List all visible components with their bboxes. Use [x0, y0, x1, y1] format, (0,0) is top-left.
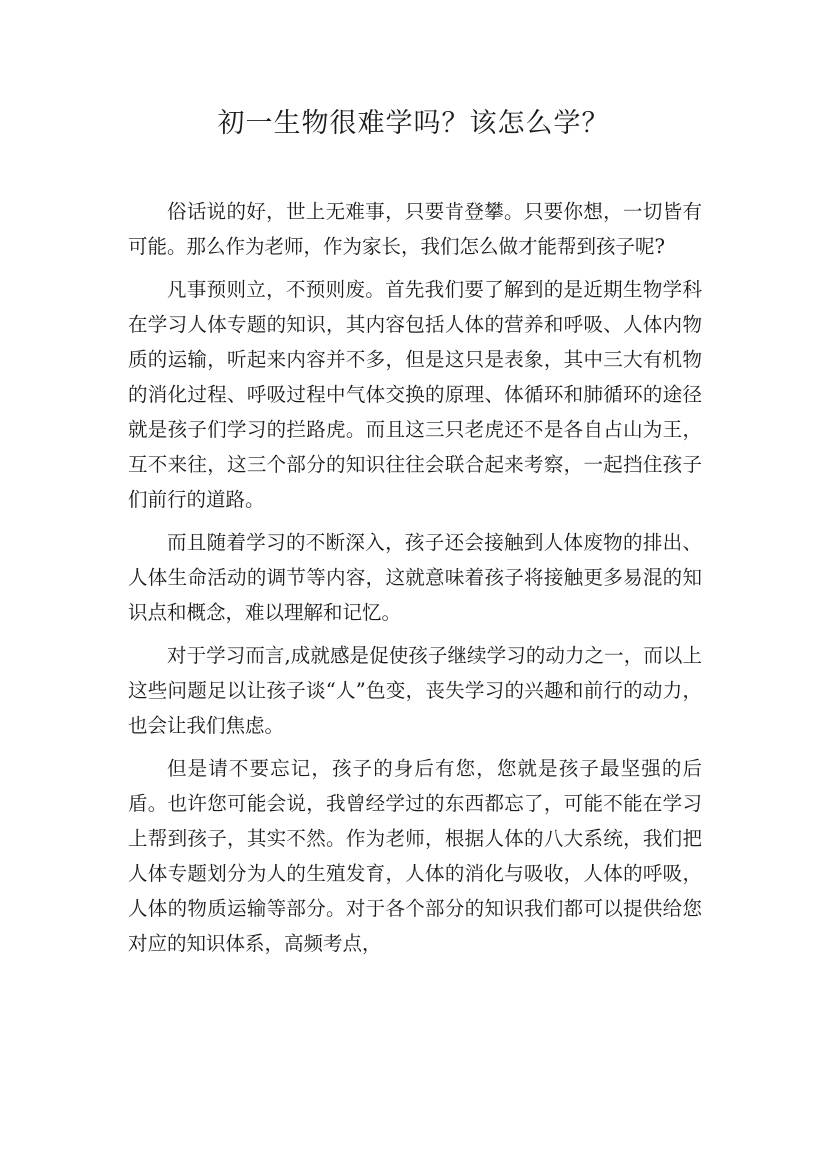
paragraph: 而且随着学习的不断深入，孩子还会接触到人体废物的排出、人体生命活动的调节等内容，这就意味着孩子将接触更多易混的知识点和概念，难以理解和记忆。 [128, 531, 702, 624]
paragraph: 俗话说的好，世上无难事，只要肯登攀。只要你想，一切皆有可能。那么作为老师，作为家长，我们怎么做才能帮到孩子呢? [128, 200, 702, 258]
paragraph: 对于学习而言,成就感是促使孩子继续学习的动力之一，而以上这些问题足以让孩子谈“人”色变，丧失学习的兴趣和前行的动力，也会让我们焦虑。 [128, 644, 702, 737]
paragraph: 凡事预则立，不预则废。首先我们要了解到的是近期生物学科在学习人体专题的知识，其内容包括人体的营养和呼吸、人体内物质的运输，听起来内容并不多，但是这只是表象，其中三大有机物的消化过程、呼吸过程中气体交换的原理、体循环和肺循环的途径就是孩子们学习的拦路虎。而且这三只老虎还不是各自占山为王，互不来往，这三个部分的知识往往会联合起来考察，一起挡住孩子们前行的道路。 [128, 278, 702, 511]
document-body [128, 194, 702, 969]
document-title: 初一生物很难学吗？该怎么学？ [217, 108, 610, 139]
paragraph: 但是请不要忘记，孩子的身后有您，您就是孩子最坚强的后盾。也许您可能会说，我曾经学过的东西都忘了，可能不能在学习上帮到孩子，其实不然。作为老师，根据人体的八大系统，我们把人体专题划分为人的生殖发育，人体的消化与吸收，人体的呼吸，人体的物质运输等部分。对于各个部分的知识我们都可以提供给您对应的知识体系，高频考点， [128, 757, 702, 955]
